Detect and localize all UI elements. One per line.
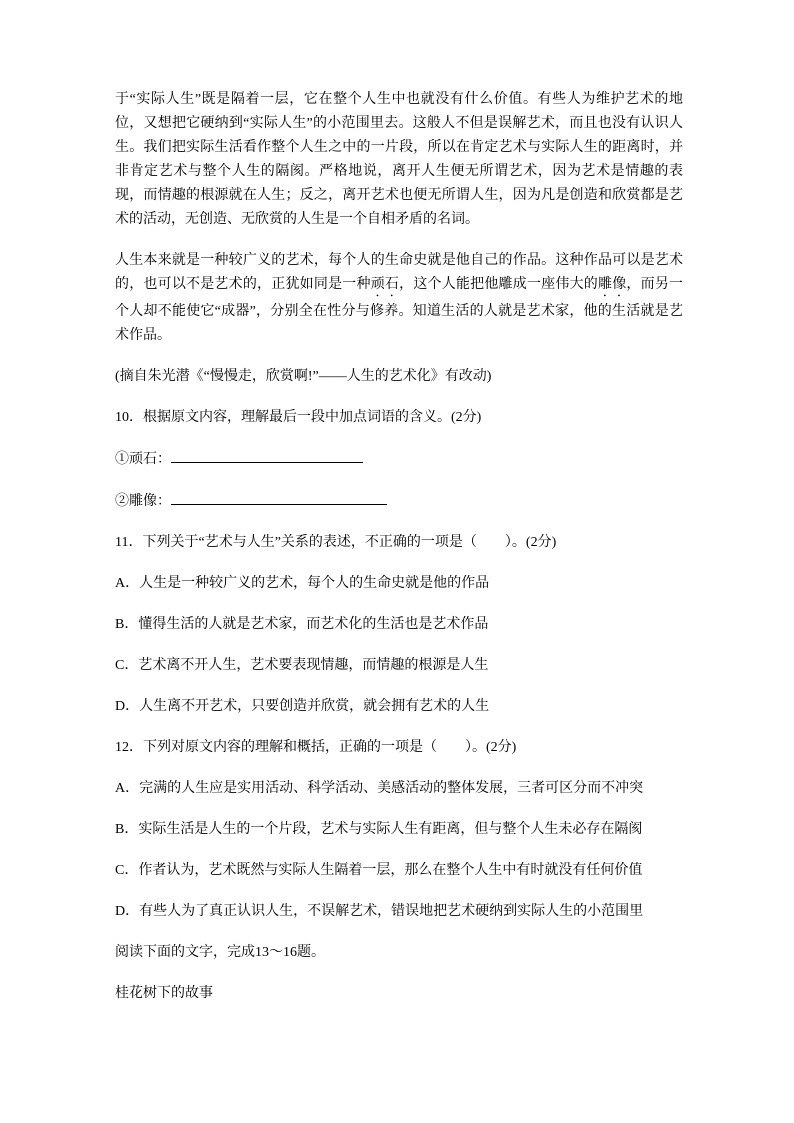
dotted-term-diaoxiang: 雕像: [598, 277, 627, 292]
dotted-term-wanshi: 顽石: [370, 277, 400, 292]
question-11-option-b: B．懂得生活的人就是艺术家，而艺术化的生活也是艺术作品: [115, 617, 489, 632]
blank-2-label: ②雕像：: [115, 494, 171, 509]
blank-2-underline: [171, 489, 387, 505]
text-segment: 人生本来就是一种较广义的艺术，每个人的生命史就是他自己的作品。这种作品可以是艺术的，也可以不是艺术的，正犹如同是一种: [115, 253, 683, 292]
question-12-stem: 12．下列对原文内容的理解和概括，正确的一项是（ ）。(2分): [115, 740, 517, 755]
question-11-option-a: A．人生是一种较广义的艺术，每个人的生命史就是他的作品: [115, 576, 490, 591]
text-segment: ，而另一个人却不能使它“成器”，分别全在性分与修养。知道生活的人就是艺术家，他的生活就是艺术作品。: [115, 277, 684, 343]
reading-instruction: 阅读下面的文字，完成13～16题。: [115, 945, 325, 960]
question-11-option-c: C．艺术离不开人生，艺术要表现情趣，而情趣的根源是人生: [115, 658, 489, 673]
question-10-blank-2: [115, 489, 683, 514]
question-11-stem: 11．下列关于“艺术与人生”关系的表述，不正确的一项是（ ）。(2分): [115, 535, 557, 550]
question-10-blank-1: [115, 447, 683, 472]
blank-1-label: ①顽石：: [115, 452, 171, 467]
question-12-option-a: A．完满的人生应是实用活动、科学活动、美感活动的整体发展，三者可区分而不冲突: [115, 781, 644, 796]
question-12-option-d: D．有些人为了真正认识人生，不误解艺术，错误地把艺术硬纳到实际人生的小范围里: [115, 904, 644, 919]
blank-1-underline: [171, 447, 363, 463]
passage-title: 桂花树下的故事: [115, 986, 213, 1001]
paragraph-art-life-2: [115, 249, 683, 348]
question-12-option-b: B．实际生活是人生的一个片段，艺术与实际人生有距离，但与整个人生未必存在隔阂: [115, 822, 643, 837]
question-10-stem: 10．根据原文内容，理解最后一段中加点词语的含义。(2分): [115, 410, 482, 425]
question-12-option-c: C．作者认为，艺术既然与实际人生隔着一层，那么在整个人生中有时就没有任何价值: [115, 863, 643, 878]
text-segment: ，这个人能把他雕成一座伟大的: [399, 277, 598, 292]
source-attribution: (摘自朱光潜《“慢慢走，欣赏啊!”——人生的艺术化》有改动): [115, 369, 492, 384]
question-11-option-d: D．人生离不开艺术，只要创造并欣赏，就会拥有艺术的人生: [115, 699, 490, 714]
paragraph-art-life-1: 于“实际人生”既是隔着一层，它在整个人生中也就没有什么价值。有些人为维护艺术的地位，又想把它硬纳到“实际人生”的小范围里去。这般人不但是误解艺术，而且也没有认识人生。我们把实际生活看作整个人生之中的一片段，所以在肯定艺术与实际人生的距离时，并非肯定艺术与整个人生的隔阂。严格地说，离开人生便无所谓艺术，因为艺术是情趣的表现，而情趣的根源就在人生；反之，离开艺术也便无所谓人生，因为凡是创造和欣赏都是艺术的活动，无创造、无欣赏的人生是一个自相矛盾的名词。: [115, 92, 683, 227]
